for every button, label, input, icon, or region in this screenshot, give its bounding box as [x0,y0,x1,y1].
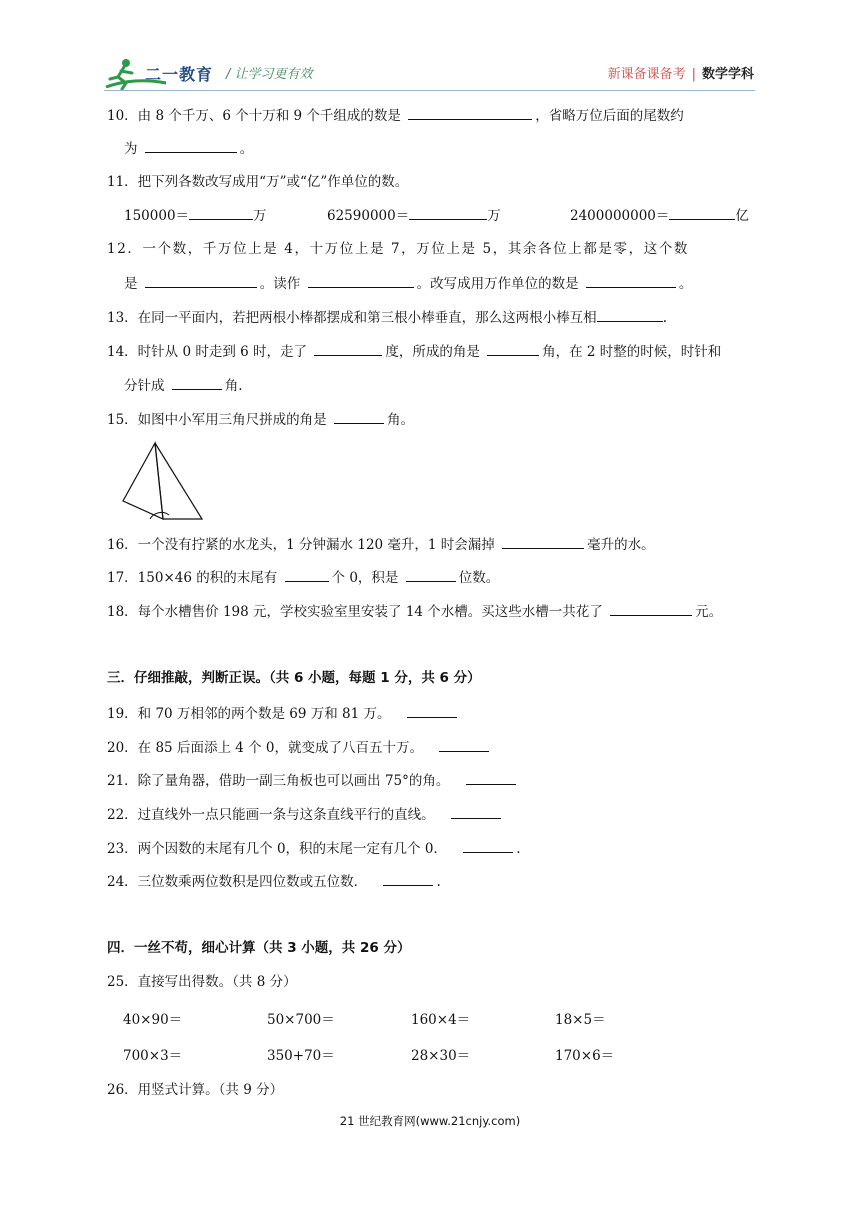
header-divider [104,90,755,91]
answer-blank[interactable] [145,139,237,153]
answer-blank[interactable] [409,206,487,220]
q17-text-3: 位数。 [458,570,500,586]
question-23 [107,839,521,858]
question-17 [107,568,499,587]
q11-unit-1: 万 [253,208,267,224]
q23-text: 23．两个因数的末尾有几个 0，积的末尾一定有几个 0． [107,841,447,857]
calc-item: 50×700＝ [267,1012,335,1028]
calc-item: 350+70＝ [267,1048,335,1064]
question-11-items [124,206,267,225]
q10-text: 10．由 8 个千万、6 个十万和 9 个千组成的数是 [107,108,401,124]
header-subject [608,63,754,82]
calc-item: 160×4＝ [411,1012,471,1028]
question-10 [107,106,684,125]
q18-text-2: 元。 [695,604,723,620]
answer-blank[interactable] [451,805,501,819]
answer-blank[interactable] [610,602,692,616]
answer-blank[interactable] [669,206,735,220]
page-header [0,0,860,96]
q19-text: 19．和 70 万相邻的两个数是 69 万和 81 万。 [107,706,391,722]
answer-blank[interactable] [334,410,384,424]
header-separator: | [691,67,696,82]
header-subject-label: 数学学科 [701,67,754,82]
calc-item: 28×30＝ [411,1048,471,1064]
q17-text-2: 个 0，积是 [331,570,399,586]
answer-blank[interactable] [383,872,433,886]
question-10-cont [124,139,253,158]
answer-blank[interactable] [463,839,513,853]
answer-blank[interactable] [502,535,584,549]
q17-text: 17．150×46 的积的末尾有 [107,570,278,586]
answer-blank[interactable] [314,342,382,356]
q23-text-2: . [516,841,521,857]
slogan: / 让学习更有效 [226,67,313,82]
answer-blank[interactable] [487,342,539,356]
brand-name: 二一教育 [145,65,214,84]
question-20 [107,738,492,757]
q11-item-2: 62590000＝ [327,208,410,224]
q16-text-2: 毫升的水。 [587,537,655,553]
answer-blank[interactable] [406,568,456,582]
q11-item-3: 2400000000＝ [570,208,670,224]
question-13 [107,308,667,327]
question-26: 26．用竖式计算。（共 9 分） [107,1082,284,1098]
calc-item: 170×6＝ [555,1048,615,1064]
question-24 [107,872,441,891]
q20-text: 20．在 85 后面添上 4 个 0，就变成了八百五十万。 [107,740,423,756]
q22-text: 22．过直线外一点只能画一条与这条直线平行的直线。 [107,807,435,823]
answer-blank[interactable] [285,568,329,582]
answer-blank[interactable] [466,771,516,785]
answer-blank[interactable] [407,704,457,718]
q16-text: 16．一个没有拧紧的水龙头，1 分钟漏水 120 毫升，1 时会漏掉 [107,537,495,553]
section-4-heading: 四．一丝不苟，细心计算（共 3 小题，共 26 分） [107,940,411,956]
answer-blank[interactable] [408,106,532,120]
q10-text-2: ，省略万位后面的尾数约 [535,108,684,124]
q14-text-3: 角，在 2 时整的时候，时针和 [542,344,722,360]
question-12-cont [124,274,692,293]
q21-text: 21．除了量角器，借助一副三角板也可以画出 75°的角。 [107,773,450,789]
question-14-cont [124,376,243,395]
q11-unit-3: 亿 [735,208,749,224]
q11-unit-2: 万 [487,208,501,224]
question-15 [107,410,414,429]
question-19 [107,704,460,723]
answer-blank[interactable] [145,274,257,288]
question-16 [107,535,655,554]
q11-item-1: 150000＝ [124,208,190,224]
q15-text: 15．如图中小军用三角尺拼成的角是 [107,412,327,428]
q12-text-4: 。改写成用万作单位的数是 [416,276,579,292]
answer-blank[interactable] [172,376,222,390]
question-12: 12．一个数，千万位上是 4，十万位上是 7，万位上是 5，其余各位上都是零，这个数 [107,241,690,257]
q10-text-4: 。 [239,141,254,157]
q13-text: 13．在同一平面内，若把两根小棒都摆成和第三根小棒垂直，那么这两根小棒互相 [107,310,597,326]
answer-blank[interactable] [597,308,663,322]
answer-blank[interactable] [439,738,489,752]
answer-blank[interactable] [586,274,676,288]
q24-text-2: . [436,874,441,890]
q12-text-3: 。读作 [259,276,301,292]
q14-text-2: 度，所成的角是 [385,344,480,360]
question-25: 25．直接写出得数。（共 8 分） [107,974,297,990]
question-11: 11．把下列各数改写成用“万”或“亿”作单位的数。 [107,174,409,190]
section-3-heading: 三．仔细推敲，判断正误。（共 6 小题，每题 1 分，共 6 分） [107,670,481,686]
q15-text-2: 角。 [386,412,414,428]
q12-text-2: 是 [124,276,138,292]
q18-text: 18．每个水槽售价 198 元，学校实验室里安装了 14 个水槽。买这些水槽一共花了 [107,604,603,620]
q12-text-5: 。 [678,276,693,292]
header-course: 新课备课备考 [607,67,686,82]
calc-item: 700×3＝ [123,1048,183,1064]
calc-item: 40×90＝ [123,1012,183,1028]
q14-text-4: 分针成 [124,378,165,394]
question-11-item-3 [570,206,749,225]
q24-text: 24．三位数乘两位数积是四位数或五位数． [107,874,368,890]
question-22 [107,805,504,824]
q14-text: 14．时针从 0 时走到 6 时，走了 [107,344,308,360]
question-14 [107,342,721,361]
question-11-item-2 [327,206,501,225]
question-18 [107,602,722,621]
q14-text-5: 角. [224,378,243,394]
triangle-ruler-figure [120,441,210,523]
q10-text-3: 为 [124,141,138,157]
q13-text-2: . [662,310,667,326]
question-21 [107,771,519,790]
answer-blank[interactable] [308,274,414,288]
answer-blank[interactable] [189,206,253,220]
calc-item: 18×5＝ [555,1012,606,1028]
page-footer: 21 世纪教育网(www.21cnjy.com) [339,1114,521,1128]
